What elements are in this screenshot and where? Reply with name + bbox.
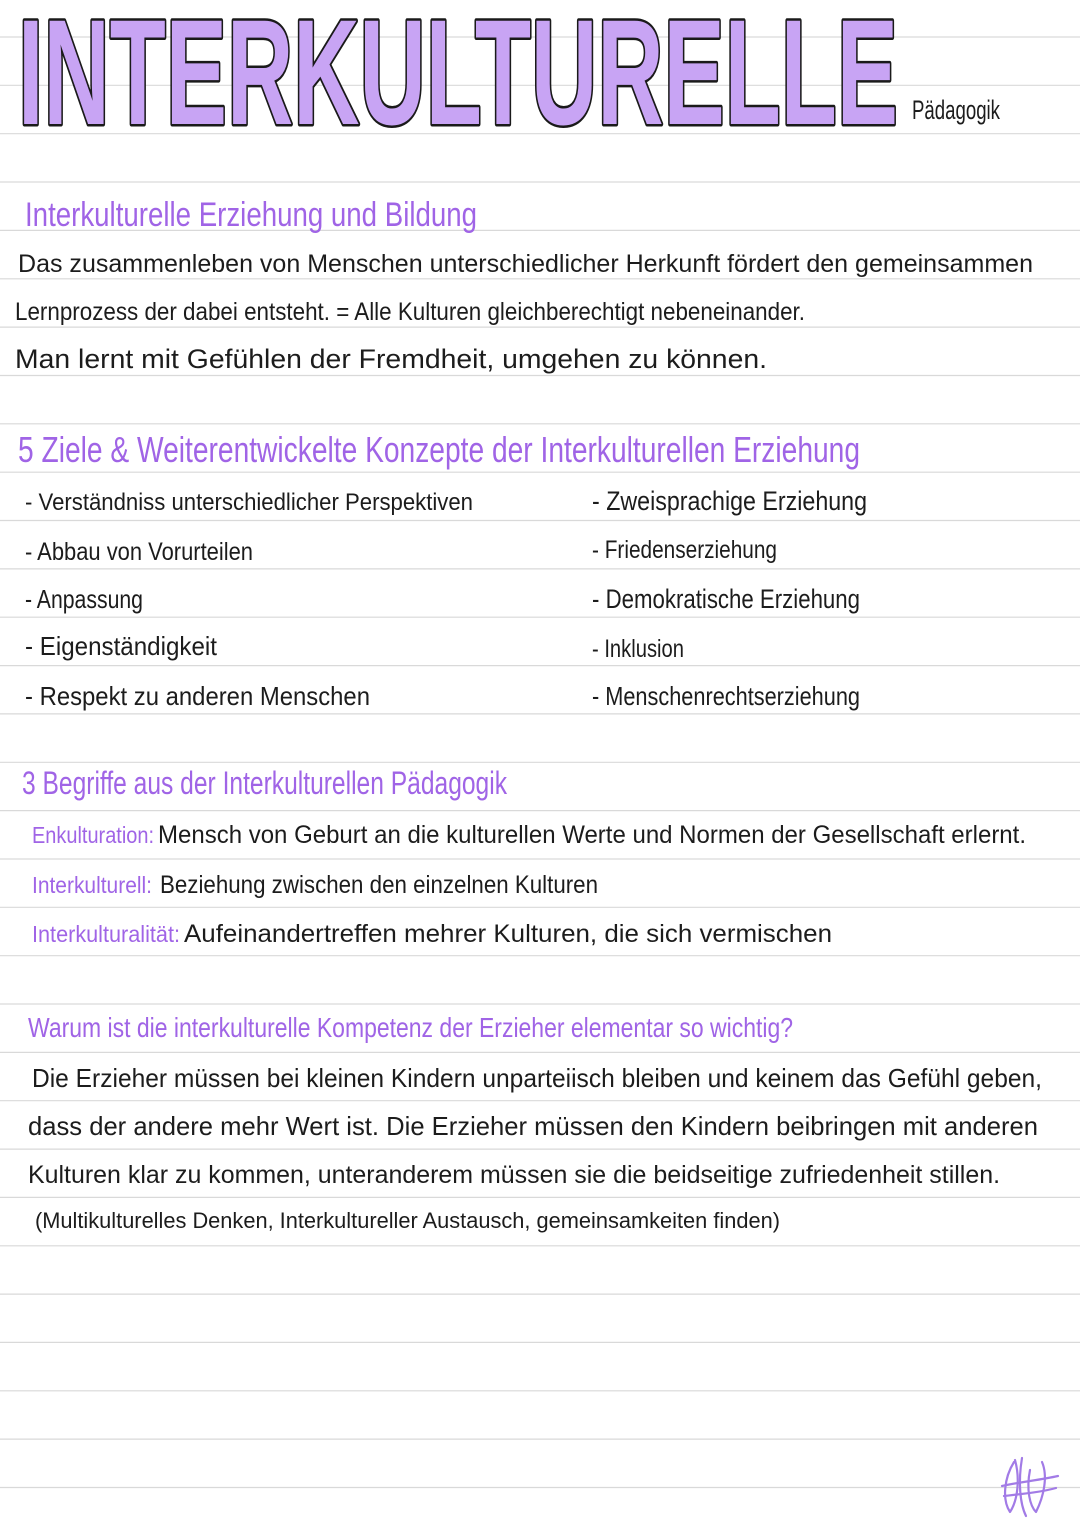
paragraph-line: Man lernt mit Gefühlen der Fremdheit, umgehen zu können. [15,344,767,374]
list-item: - Demokratische Erziehung [592,584,860,614]
paragraph-line: Lernprozess der dabei entsteht. = Alle Kulturen gleichberechtigt nebeneinander. [15,298,805,326]
list-item: - Eigenständigkeit [25,631,218,661]
term-definition: Aufeinandertreffen mehrer Kulturen, die sich vermischen [184,920,833,948]
list-item: - Respekt zu anderen Menschen [25,681,370,711]
list-item: - Anpassung [25,584,143,614]
term-definition: Mensch von Geburt an die kulturellen Werte und Normen der Gesellschaft erlernt. [158,821,1026,849]
section-terms [22,765,1026,948]
paragraph-line: Das zusammenleben von Menschen unterschiedlicher Herkunft fördert den gemeinsammen [18,250,1033,278]
page-title: INTERKULTURELLE [18,0,898,156]
goals-list [25,489,473,711]
section-intercultural-education [15,196,1033,374]
section-heading: 3 Begriffe aus der Interkulturellen Pädagogik [22,765,508,801]
list-item: - Inklusion [592,635,684,663]
paragraph-line: Die Erzieher müssen bei kleinen Kindern unparteiisch bleiben und keinem das Gefühl geben, [32,1063,1042,1093]
paragraph-line: (Multikulturelles Denken, Interkultureller Austausch, gemeinsamkeiten finden) [35,1208,780,1233]
list-item: - Menschenrechtserziehung [592,681,860,711]
paragraph-line: Kulturen klar zu kommen, unteranderem müssen sie die beidseitige zufriedenheit stillen. [28,1161,1000,1189]
term-definition: Beziehung zwischen den einzelnen Kulturen [160,871,598,899]
page-header [18,0,1000,156]
concepts-list [592,486,867,711]
section-competence-question [28,1012,1042,1233]
list-item: - Abbau von Vorurteilen [25,538,253,566]
term-label: Enkulturation: [32,822,154,848]
section-heading: Interkulturelle Erziehung und Bildung [25,196,477,234]
term-label: Interkulturalität: [32,921,180,947]
section-heading: 5 Ziele & Weiterentwickelte Konzepte der Interkulturellen Erziehung [18,429,860,470]
list-item: - Friedenserziehung [592,536,777,564]
section-heading: Warum ist die interkulturelle Kompetenz der Erzieher elementar so wichtig? [28,1012,793,1043]
list-item: - Zweisprachige Erziehung [592,486,867,516]
paragraph-line: dass der andere mehr Wert ist. Die Erzieher müssen den Kindern beibringen mit anderen [28,1111,1038,1141]
page-subtitle: Pädagogik [912,95,1001,125]
term-label: Interkulturell: [32,872,152,898]
list-item: - Verständniss unterschiedlicher Perspektiven [25,489,473,516]
section-goals-concepts [18,429,867,711]
